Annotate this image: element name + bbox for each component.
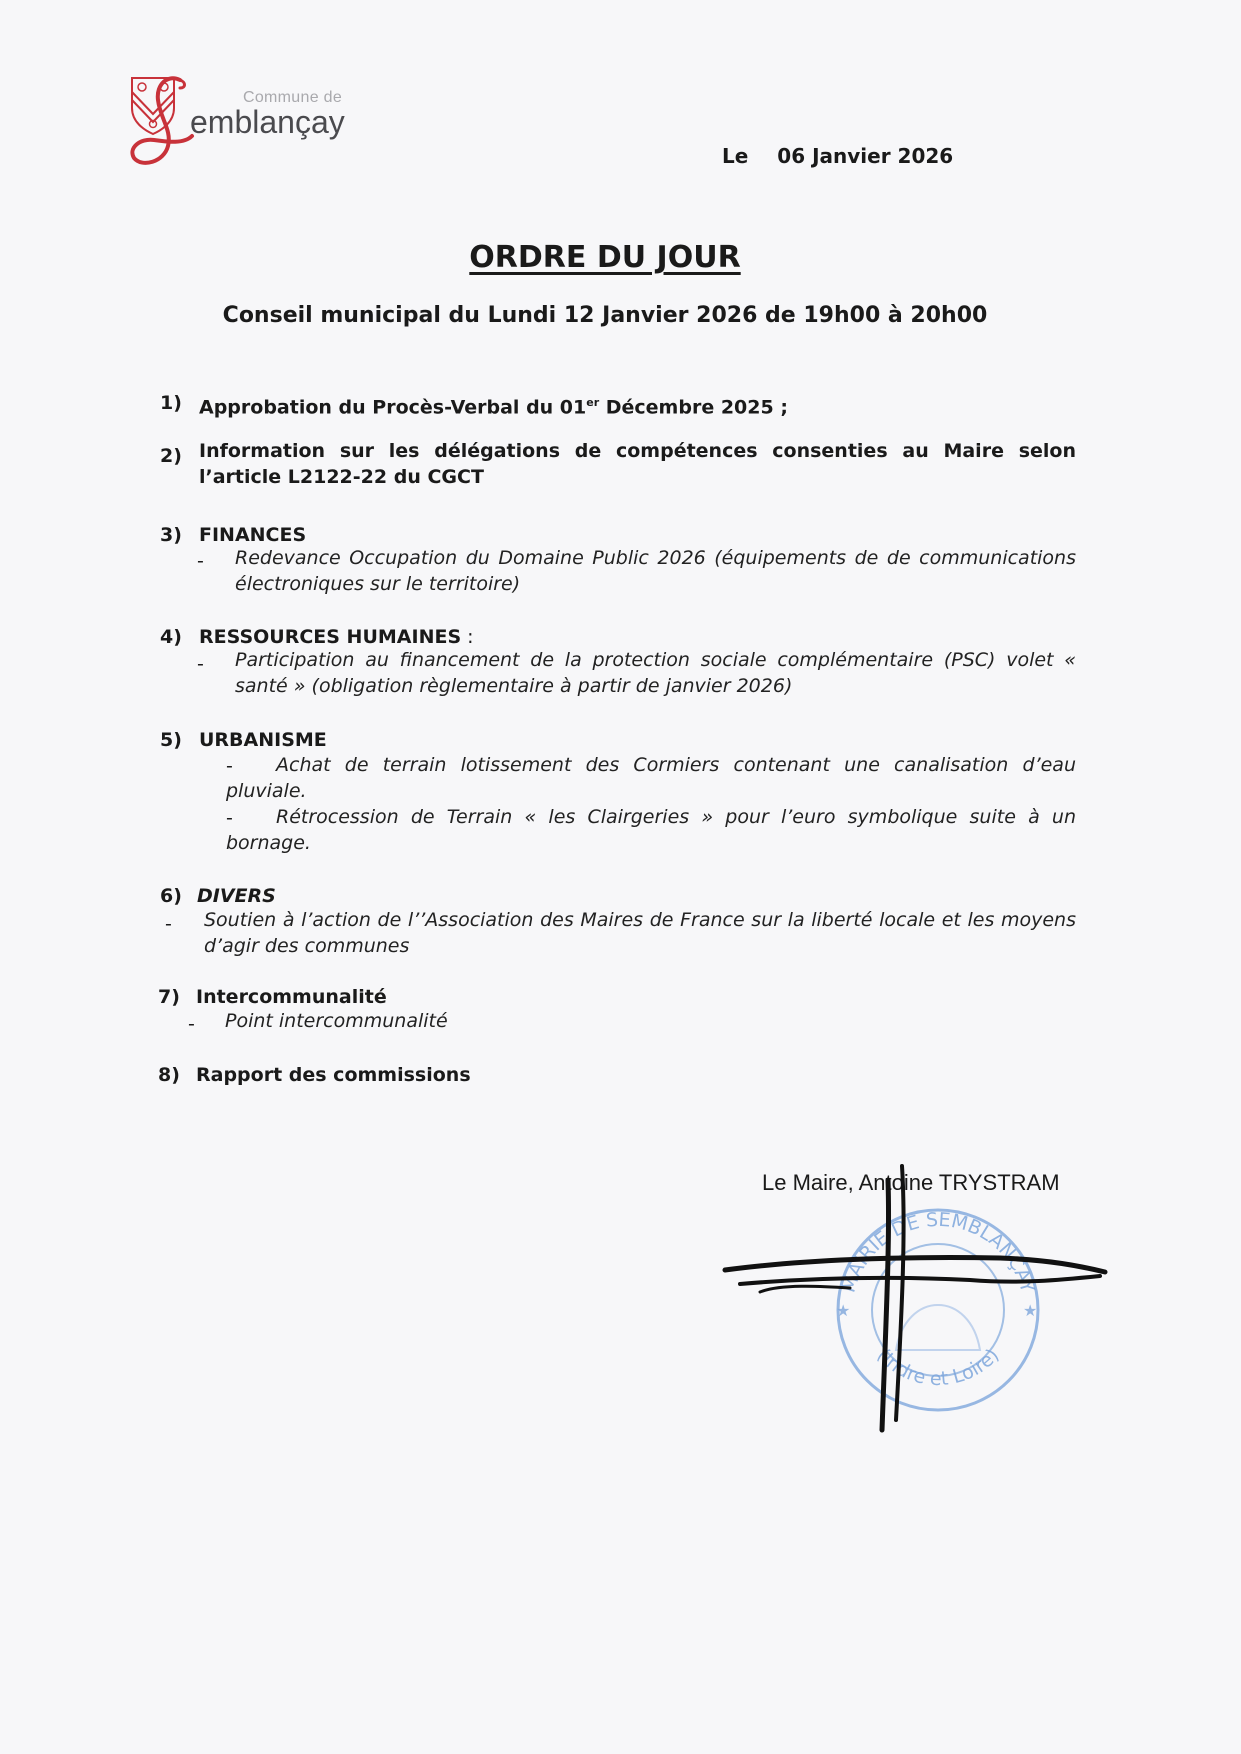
item-heading: FINANCES	[199, 524, 307, 546]
date-value: 06 Janvier 2026	[777, 144, 954, 168]
svg-text:★: ★	[1023, 1301, 1038, 1320]
sub-item: Redevance Occupation du Domaine Public 2026 (équipements de de communications électroniques sur le territoire)	[235, 547, 1076, 595]
handwritten-signature	[720, 1160, 1120, 1450]
item-number: 2)	[160, 445, 182, 467]
item-heading-tail: :	[461, 626, 474, 648]
coat-of-arms-icon	[128, 74, 178, 136]
item-heading	[199, 390, 788, 420]
item-heading: Rapport des commissions	[196, 1064, 471, 1086]
item-number: 7)	[158, 986, 180, 1008]
document-date	[722, 144, 953, 168]
item-heading: URBANISME	[199, 729, 327, 751]
list-dash: -	[197, 653, 204, 675]
sub-item: Point intercommunalité	[225, 1010, 448, 1032]
item-number: 6)	[160, 885, 182, 907]
list-dash: -	[226, 755, 233, 777]
list-dash: -	[197, 550, 204, 572]
item-heading-text: Approbation du Procès-Verbal du 01	[199, 396, 587, 419]
list-dash: -	[165, 913, 172, 935]
sub-item: Rétrocession de Terrain « les Clairgeries » pour l’euro symbolique suite à un bornage.	[226, 806, 1076, 854]
date-prefix: Le	[722, 144, 749, 168]
item-heading-sup: er	[586, 396, 600, 409]
signature-line: Le Maire, Antoine TRYSTRAM	[762, 1170, 1060, 1195]
document-subtitle: Conseil municipal du Lundi 12 Janvier 2026 de 19h00 à 20h00	[222, 303, 988, 328]
stamp-bottom-text: (Indre et Loire)	[872, 1344, 1004, 1391]
sub-item: Participation au financement de la protection sociale complémentaire (PSC) volet « santé » (obligation règlementaire à partir de janvier 2026)	[235, 649, 1076, 697]
item-number: 1)	[160, 392, 182, 414]
svg-text:★: ★	[836, 1301, 851, 1320]
item-heading: Intercommunalité	[196, 986, 387, 1008]
item-heading-text: RESSOURCES HUMAINES	[199, 626, 462, 648]
item-number: 3)	[160, 524, 182, 546]
item-heading: Information sur les délégations de compétences consenties au Maire selon l’article L2122-22 du CGCT	[199, 440, 1076, 488]
list-dash: -	[188, 1013, 195, 1035]
item-heading: DIVERS	[197, 885, 276, 907]
sub-item: Soutien à l’action de l’’Association des Maires de France sur la liberté locale et les moyens d’agir des communes	[204, 909, 1076, 957]
logo-commune-name: emblançay	[190, 104, 345, 140]
list-dash: -	[226, 807, 233, 829]
item-number: 4)	[160, 626, 182, 648]
commune-logo	[128, 74, 428, 170]
item-heading-tail: Décembre 2025 ;	[599, 396, 788, 419]
document-title: ORDRE DU JOUR	[469, 240, 741, 275]
logo-commune-label: Commune de	[243, 89, 343, 106]
item-number: 8)	[158, 1064, 180, 1086]
item-number: 5)	[160, 729, 182, 751]
sub-item: Achat de terrain lotissement des Cormiers contenant une canalisation d’eau pluviale.	[226, 754, 1076, 802]
stamp-top-text: MAIRIE DE SEMBLANÇAY	[837, 1208, 1039, 1296]
